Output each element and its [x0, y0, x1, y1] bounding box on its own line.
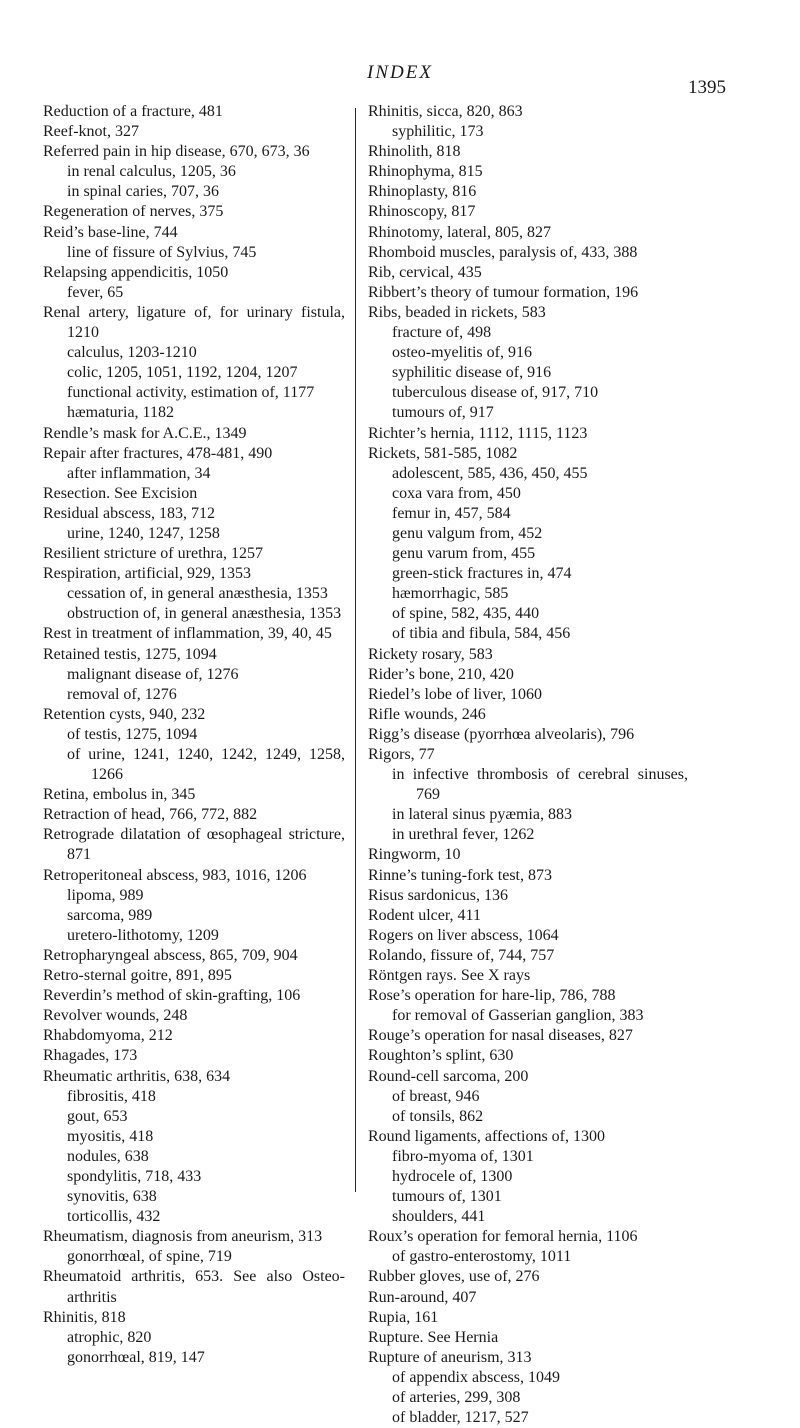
index-subentry: genu valgum from, 452 [392, 524, 543, 542]
index-entry: Rhinotomy, lateral, 805, 827 [368, 223, 551, 241]
index-subentry: calculus, 1203-1210 [67, 344, 197, 362]
index-entry: Run-around, 407 [368, 1288, 477, 1306]
index-subentry: tuberculous disease of, 917, 710 [392, 384, 599, 402]
index-entry: Residual abscess, 183, 712 [43, 504, 215, 522]
index-entry: Rhabdomyoma, 212 [43, 1027, 173, 1045]
index-subentry: obstruction of, in general anæsthesia, 1353 [67, 605, 342, 623]
index-subentry: gonorrhœal, 819, 147 [67, 1348, 205, 1366]
index-entry: Rickets, 581-585, 1082 [368, 444, 518, 462]
index-subentry: syphilitic disease of, 916 [392, 364, 552, 382]
page-number: 1395 [688, 77, 726, 98]
index-entry: Rhinophyma, 815 [368, 163, 483, 181]
index-entry: Richter’s hernia, 1112, 1115, 1123 [368, 424, 588, 442]
index-subentry: fracture of, 498 [392, 324, 492, 342]
index-entry: Riedel’s lobe of liver, 1060 [368, 685, 542, 703]
index-subentry: in lateral sinus pyæmia, 883 [392, 806, 572, 824]
index-entry: Rolando, fissure of, 744, 757 [368, 946, 555, 964]
index-entry: Retropharyngeal abscess, 865, 709, 904 [43, 946, 298, 964]
index-subentry: coxa vara from, 450 [392, 484, 521, 502]
index-entry: Rib, cervical, 435 [368, 263, 482, 281]
index-entry: Rigg’s disease (pyorrhœa alveolaris), 796 [368, 725, 635, 743]
index-subentry: of urine, 1241, 1240, 1242, 1249, 1258, 1266 [67, 746, 345, 784]
index-entry: Rhomboid muscles, paralysis of, 433, 388 [368, 243, 638, 261]
index-entry: Rigors, 77 [368, 746, 435, 763]
index-entry: Round ligaments, affections of, 1300 [368, 1127, 605, 1145]
index-entry: Roux’s operation for femoral hernia, 1106 [368, 1228, 638, 1246]
index-entry: Resilient stricture of urethra, 1257 [43, 545, 263, 563]
index-entry: Retraction of head, 766, 772, 882 [43, 806, 258, 824]
index-entry: Retro-sternal goitre, 891, 895 [43, 967, 232, 985]
index-entry: Reid’s base-line, 744 [43, 223, 178, 241]
index-entry: Roughton’s splint, 630 [368, 1047, 514, 1065]
index-entry: Ribbert’s theory of tumour formation, 196 [368, 283, 639, 301]
index-entry: Rupia, 161 [368, 1308, 439, 1326]
index-entry: Regeneration of nerves, 375 [43, 203, 224, 221]
index-entry: Repair after fractures, 478-481, 490 [43, 444, 273, 462]
index-entry: Rheumatic arthritis, 638, 634 [43, 1067, 231, 1085]
index-subentry: genu varum from, 455 [392, 545, 536, 563]
index-entry: Rupture of aneurism, 313 [368, 1348, 532, 1366]
index-subentry: atrophic, 820 [67, 1328, 152, 1346]
index-entry: Rhinolith, 818 [368, 143, 461, 161]
index-subentry: functional activity, estimation of, 1177 [67, 384, 315, 402]
index-subentry: osteo-myelitis of, 916 [392, 344, 532, 362]
index-entry: Relapsing appendicitis, 1050 [43, 263, 229, 281]
index-subentry: removal of, 1276 [67, 685, 177, 703]
index-subentry: fibrositis, 418 [67, 1087, 156, 1105]
index-entry: Retrograde dilatation of œsophageal stricture, 871 [43, 826, 345, 864]
index-entry: Risus sardonicus, 136 [368, 886, 508, 904]
index-entry: Rhinoplasty, 816 [368, 183, 477, 201]
index-entry: Rubber gloves, use of, 276 [368, 1268, 540, 1286]
index-entry: Rest in treatment of inflammation, 39, 40, 45 [43, 625, 332, 643]
index-subentry: of arteries, 299, 308 [392, 1389, 521, 1406]
index-subentry: femur in, 457, 584 [392, 504, 511, 522]
index-subentry: hæmaturia, 1182 [67, 404, 174, 422]
index-entry: Rhagades, 173 [43, 1047, 138, 1065]
index-entry: Rodent ulcer, 411 [368, 906, 481, 924]
index-subentry: sarcoma, 989 [67, 906, 153, 924]
index-entry: Reef-knot, 327 [43, 123, 139, 141]
index-subentry: of testis, 1275, 1094 [67, 725, 198, 743]
index-subentry: of tonsils, 862 [392, 1107, 484, 1125]
index-entry: Resection. See Excision [43, 484, 198, 502]
running-title: INDEX [367, 62, 433, 83]
index-entry: Rifle wounds, 246 [368, 705, 486, 723]
index-subentry: colic, 1205, 1051, 1192, 1204, 1207 [67, 364, 298, 382]
index-entry: Reverdin’s method of skin-grafting, 106 [43, 987, 301, 1005]
index-entry: Rogers on liver abscess, 1064 [368, 926, 559, 944]
index-entry: Ribs, beaded in rickets, 583 [368, 303, 546, 321]
index-entry: Rickety rosary, 583 [368, 645, 493, 663]
index-subentry: of appendix abscess, 1049 [392, 1368, 560, 1386]
index-subentry: syphilitic, 173 [392, 123, 484, 141]
index-subentry: malignant disease of, 1276 [67, 665, 239, 683]
index-subentry: in urethral fever, 1262 [392, 826, 535, 844]
index-subentry: hydrocele of, 1300 [392, 1167, 513, 1185]
index-entry: Respiration, artificial, 929, 1353 [43, 565, 251, 583]
index-entry: Rose’s operation for hare-lip, 786, 788 [368, 987, 616, 1005]
index-subentry: in infective thrombosis of cerebral sinuses, 769 [392, 766, 688, 804]
index-subentry: tumours of, 917 [392, 404, 494, 422]
index-entry: Rheumatoid arthritis, 653. See also Osteo-arthritis [43, 1268, 345, 1306]
index-entry: Retention cysts, 940, 232 [43, 705, 206, 723]
index-entry: Retina, embolus in, 345 [43, 786, 196, 804]
index-subentry: myositis, 418 [67, 1127, 154, 1145]
index-subentry: green-stick fractures in, 474 [392, 565, 572, 583]
index-subentry: line of fissure of Sylvius, 745 [67, 243, 257, 261]
index-subentry: gout, 653 [67, 1107, 128, 1125]
index-column-right [368, 102, 688, 1428]
index-entry: Retroperitoneal abscess, 983, 1016, 1206 [43, 866, 307, 884]
index-subentry: synovitis, 638 [67, 1188, 157, 1206]
index-subentry: in spinal caries, 707, 36 [67, 183, 219, 201]
page-header [0, 0, 800, 98]
index-subentry: shoulders, 441 [392, 1208, 486, 1226]
index-entry: Rhinitis, 818 [43, 1308, 126, 1326]
index-entry: Renal artery, ligature of, for urinary fistula, 1210 [43, 303, 345, 342]
index-subentry: lipoma, 989 [67, 886, 144, 904]
index-subentry: of gastro-enterostomy, 1011 [392, 1248, 572, 1266]
index-subentry: urine, 1240, 1247, 1258 [67, 524, 220, 542]
index-entry: Referred pain in hip disease, 670, 673, 36 [43, 143, 310, 161]
index-subentry: adolescent, 585, 436, 450, 455 [392, 464, 588, 482]
index-entry: Ringworm, 10 [368, 846, 461, 864]
index-entry: Rider’s bone, 210, 420 [368, 665, 514, 683]
index-subentry: hæmorrhagic, 585 [392, 585, 509, 603]
index-subentry: in renal calculus, 1205, 36 [67, 163, 236, 181]
index-subentry: nodules, 638 [67, 1147, 149, 1165]
index-entry: Rouge’s operation for nasal diseases, 827 [368, 1027, 633, 1045]
index-entry: Rheumatism, diagnosis from aneurism, 313 [43, 1228, 323, 1246]
column-divider [355, 108, 356, 1192]
index-subentry: fibro-myoma of, 1301 [392, 1147, 534, 1165]
index-entry: Rendle’s mask for A.C.E., 1349 [43, 424, 247, 442]
index-subentry: cessation of, in general anæsthesia, 1353 [67, 585, 328, 603]
index-entry: Rupture. See Hernia [368, 1328, 499, 1346]
index-subentry: fever, 65 [67, 283, 124, 301]
index-subentry: of spine, 582, 435, 440 [392, 605, 540, 623]
index-subentry: spondylitis, 718, 433 [67, 1167, 202, 1185]
index-subentry: uretero-lithotomy, 1209 [67, 926, 219, 944]
index-subentry: of bladder, 1217, 527 [392, 1409, 529, 1427]
index-entry: Rhinitis, sicca, 820, 863 [368, 103, 523, 120]
index-subentry: of breast, 946 [392, 1087, 480, 1105]
index-subentry: gonorrhœal, of spine, 719 [67, 1248, 232, 1266]
index-entry: Revolver wounds, 248 [43, 1007, 188, 1025]
index-column-left [43, 102, 345, 1368]
index-entry: Retained testis, 1275, 1094 [43, 645, 217, 663]
index-subentry: torticollis, 432 [67, 1208, 161, 1226]
index-entry: Röntgen rays. See X rays [368, 967, 531, 985]
index-subentry: for removal of Gasserian ganglion, 383 [392, 1007, 644, 1025]
index-entry: Round-cell sarcoma, 200 [368, 1067, 529, 1085]
index-subentry: tumours of, 1301 [392, 1188, 502, 1206]
index-subentry: after inflammation, 34 [67, 464, 211, 482]
index-entry: Rinne’s tuning-fork test, 873 [368, 866, 552, 884]
index-subentry: of tibia and fibula, 584, 456 [392, 625, 571, 643]
index-entry: Rhinoscopy, 817 [368, 203, 476, 221]
index-entry: Reduction of a fracture, 481 [43, 103, 223, 120]
